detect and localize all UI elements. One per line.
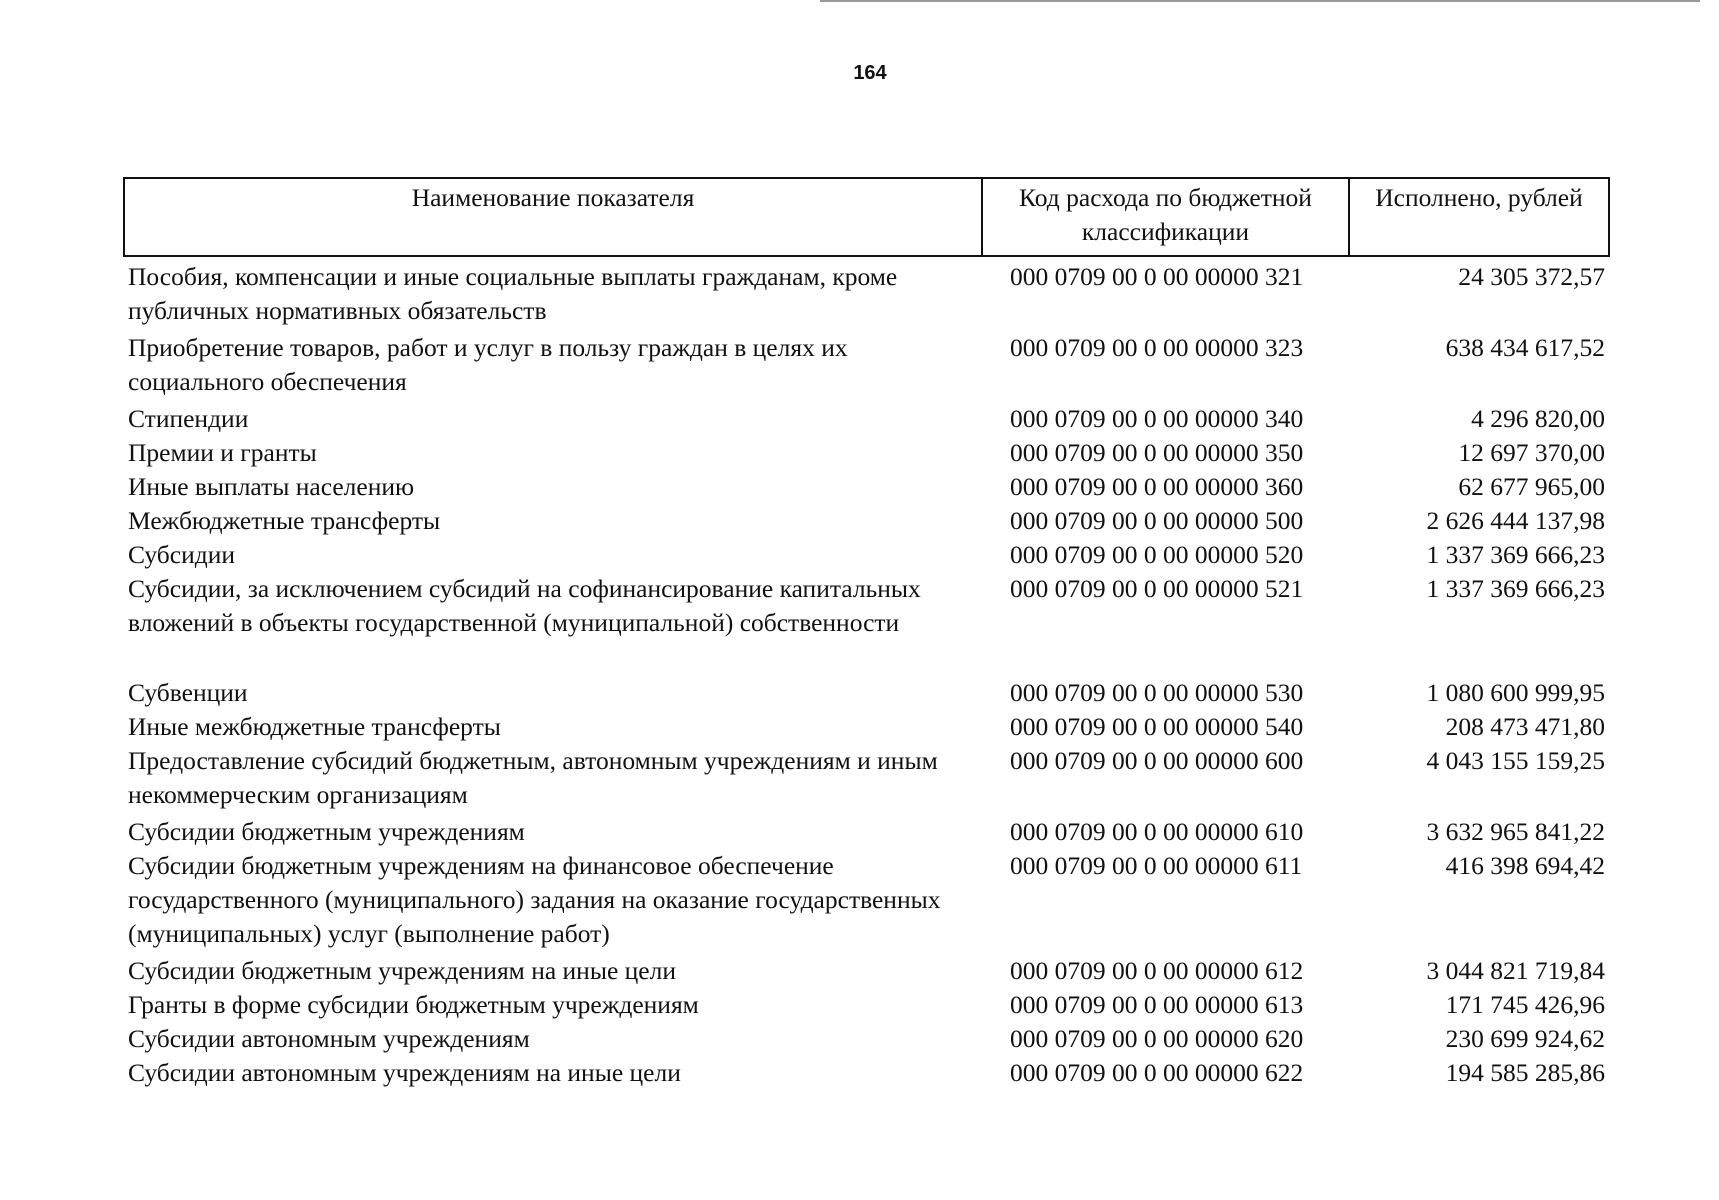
row-amount: 4 043 155 159,25 — [1426, 746, 1605, 775]
row-code: 000 0709 00 0 00 00000 340 — [1010, 404, 1304, 433]
row-amount: 3 044 821 719,84 — [1426, 956, 1605, 985]
row-amount: 12 697 370,00 — [1458, 438, 1605, 467]
row-amount: 4 296 820,00 — [1471, 404, 1605, 433]
row-amount: 2 626 444 137,98 — [1426, 506, 1605, 535]
row-name: Иные выплаты населению — [128, 472, 415, 501]
expenditure-table — [123, 177, 1610, 1090]
table-row — [124, 256, 1609, 331]
row-name: Субсидии — [128, 540, 235, 569]
row-name: Приобретение товаров, работ и услуг в пользу граждан в целях их социального обеспечения — [128, 333, 848, 396]
header-budget-code: Код расхода по бюджетной классификации — [982, 178, 1349, 256]
table-row — [124, 744, 1609, 815]
row-amount: 230 699 924,62 — [1445, 1024, 1605, 1053]
table-row — [124, 470, 1609, 504]
row-code: 000 0709 00 0 00 00000 620 — [1010, 1024, 1304, 1053]
expenditure-table-container — [123, 177, 1608, 1090]
row-amount: 62 677 965,00 — [1458, 472, 1605, 501]
row-name: Премии и гранты — [128, 438, 317, 467]
row-name: Субсидии бюджетным учреждениям на иные цели — [128, 956, 676, 985]
row-amount: 638 434 617,52 — [1445, 333, 1605, 362]
table-row — [124, 815, 1609, 849]
row-amount: 1 337 369 666,23 — [1426, 574, 1605, 603]
row-code: 000 0709 00 0 00 00000 611 — [1010, 851, 1303, 880]
row-code: 000 0709 00 0 00 00000 612 — [1010, 956, 1304, 985]
row-amount: 208 473 471,80 — [1445, 712, 1605, 741]
row-amount: 171 745 426,96 — [1445, 990, 1605, 1019]
header-executed-amount: Исполнено, рублей — [1349, 178, 1609, 256]
row-amount: 1 337 369 666,23 — [1426, 540, 1605, 569]
row-name: Межбюджетные трансферты — [128, 506, 441, 535]
row-code: 000 0709 00 0 00 00000 521 — [1010, 574, 1304, 603]
row-name: Субсидии бюджетным учреждениям — [128, 817, 525, 846]
table-row — [124, 849, 1609, 954]
row-code: 000 0709 00 0 00 00000 500 — [1010, 506, 1304, 535]
table-row — [124, 538, 1609, 572]
row-code: 000 0709 00 0 00 00000 610 — [1010, 817, 1304, 846]
row-code: 000 0709 00 0 00 00000 350 — [1010, 438, 1304, 467]
row-code: 000 0709 00 0 00 00000 622 — [1010, 1058, 1304, 1087]
table-row — [124, 504, 1609, 538]
row-amount: 1 080 600 999,95 — [1426, 678, 1605, 707]
top-edge-rule — [820, 0, 1700, 2]
header-indicator-name: Наименование показателя — [124, 178, 982, 256]
row-name: Субвенции — [128, 678, 248, 707]
row-amount: 416 398 694,42 — [1445, 851, 1605, 880]
row-code: 000 0709 00 0 00 00000 321 — [1010, 262, 1304, 291]
table-row — [124, 954, 1609, 988]
table-row — [124, 436, 1609, 470]
table-row — [124, 988, 1609, 1022]
table-row — [124, 1022, 1609, 1056]
row-code: 000 0709 00 0 00 00000 323 — [1010, 333, 1304, 362]
table-row — [124, 572, 1609, 676]
row-name: Субсидии автономным учреждениям на иные цели — [128, 1058, 681, 1087]
row-name: Гранты в форме субсидии бюджетным учреждениям — [128, 990, 699, 1019]
row-name: Предоставление субсидий бюджетным, автономным учреждениям и иным некоммерческим организациям — [128, 746, 938, 809]
row-code: 000 0709 00 0 00 00000 540 — [1010, 712, 1304, 741]
row-code: 000 0709 00 0 00 00000 600 — [1010, 746, 1304, 775]
row-name: Субсидии, за исключением субсидий на софинансирование капитальных вложений в объекты государственной (муниципальной) собственности — [128, 574, 921, 637]
row-code: 000 0709 00 0 00 00000 613 — [1010, 990, 1304, 1019]
row-code: 000 0709 00 0 00 00000 360 — [1010, 472, 1304, 501]
row-code: 000 0709 00 0 00 00000 520 — [1010, 540, 1304, 569]
row-name: Субсидии автономным учреждениям — [128, 1024, 530, 1053]
table-header-row — [124, 178, 1609, 256]
table-row — [124, 331, 1609, 402]
row-name: Субсидии бюджетным учреждениям на финансовое обеспечение государственного (муниципального) задания на оказание государственных (муниципальных) услуг (выполнение работ) — [128, 851, 941, 948]
table-row — [124, 402, 1609, 436]
row-amount: 194 585 285,86 — [1445, 1058, 1605, 1087]
row-name: Иные межбюджетные трансферты — [128, 712, 501, 741]
table-row — [124, 676, 1609, 710]
row-name: Пособия, компенсации и иные социальные выплаты гражданам, кроме публичных нормативных обязательств — [128, 262, 898, 325]
row-name: Стипендии — [128, 404, 249, 433]
row-amount: 3 632 965 841,22 — [1426, 817, 1605, 846]
table-row — [124, 1056, 1609, 1090]
row-code: 000 0709 00 0 00 00000 530 — [1010, 678, 1304, 707]
row-amount: 24 305 372,57 — [1458, 262, 1605, 291]
table-row — [124, 710, 1609, 744]
page-number: 164 — [853, 62, 887, 84]
